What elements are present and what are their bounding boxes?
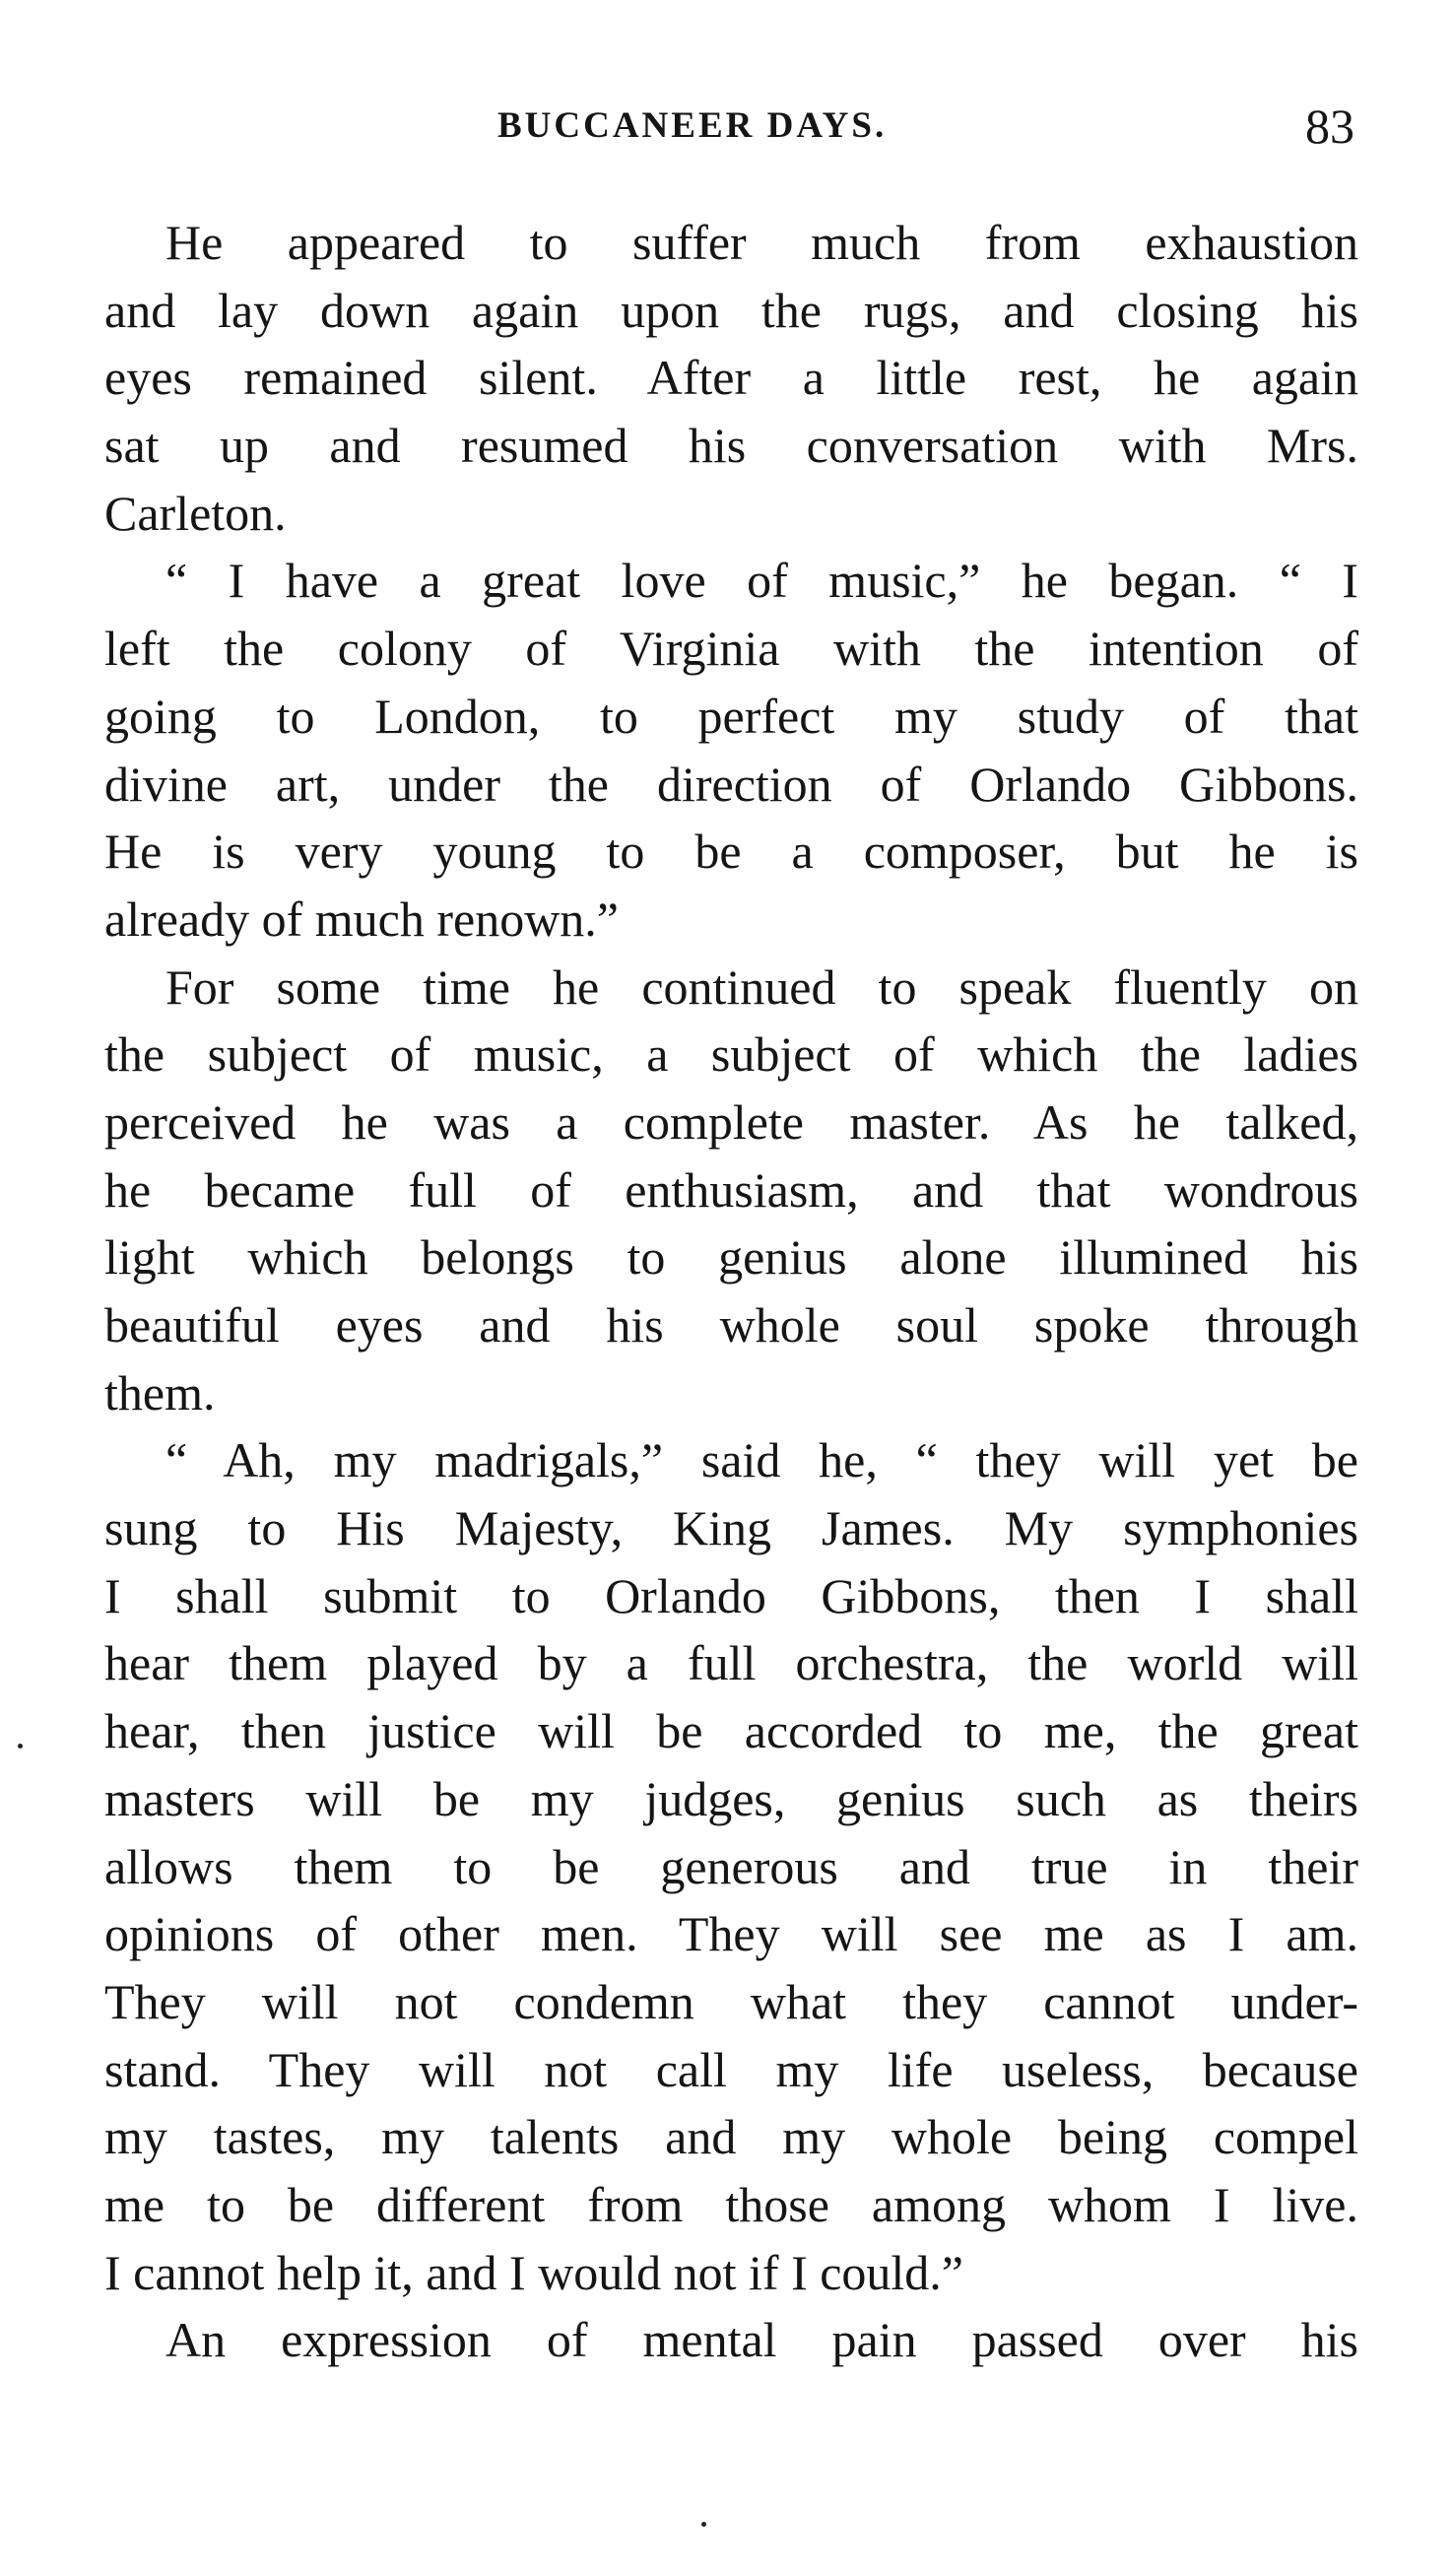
text-line: hear, then justice will be accorded to me, the great	[104, 1703, 1358, 1759]
text-line: He appeared to suffer much from exhaustion	[165, 215, 1358, 270]
page-number: 83	[1305, 99, 1354, 154]
text-line: He is very young to be a composer, but he is	[104, 824, 1358, 880]
text-line: he became full of enthusiasm, and that wondrous	[104, 1161, 1358, 1218]
text-line: the subject of music, a subject of which the ladies	[104, 1026, 1358, 1083]
text-line: going to London, to perfect my study of that	[104, 688, 1358, 744]
text-line: left the colony of Virginia with the intention of	[104, 621, 1358, 677]
text-line: me to be different from those among whom I live.	[104, 2176, 1358, 2232]
text-line: opinions of other men. They will see me as I am.	[104, 1906, 1358, 1962]
text-line: “ I have a great love of music,” he began. “ I	[165, 553, 1358, 609]
text-line: I cannot help it, and I would not if I could.”	[104, 2244, 963, 2300]
text-line: For some time he continued to speak fluently on	[165, 958, 1358, 1015]
text-line: eyes remained silent. After a little rest, he again	[104, 350, 1358, 406]
text-line: allows them to be generous and true in their	[104, 1838, 1358, 1894]
text-line: divine art, under the direction of Orlando Gibbons.	[104, 756, 1358, 812]
text-line: sat up and resumed his conversation with Mrs.	[104, 418, 1358, 474]
running-title: BUCCANEER DAYS.	[497, 105, 888, 146]
running-head	[0, 97, 1453, 156]
scan-speck	[701, 2522, 706, 2527]
scan-speck	[18, 1744, 23, 1749]
text-line: An expression of mental pain passed over his	[165, 2312, 1358, 2368]
body-text	[104, 209, 1358, 2374]
text-line: stand. They will not call my life useless, because	[104, 2041, 1358, 2097]
text-line: and lay down again upon the rugs, and closing his	[104, 282, 1358, 338]
text-line: masters will be my judges, genius such as theirs	[104, 1770, 1358, 1826]
text-line: my tastes, my talents and my whole being compel	[104, 2109, 1358, 2165]
text-line: sung to His Majesty, King James. My symphonies	[104, 1500, 1358, 1556]
text-line: beautiful eyes and his whole soul spoke through	[104, 1297, 1358, 1353]
text-line: them.	[104, 1364, 216, 1420]
text-line: already of much renown.”	[104, 891, 619, 947]
text-line: Carleton.	[104, 485, 287, 541]
text-line: hear them played by a full orchestra, the world will	[104, 1635, 1358, 1691]
text-line: perceived he was a complete master. As he talked,	[104, 1093, 1358, 1150]
text-line: I shall submit to Orlando Gibbons, then I shall	[104, 1567, 1358, 1623]
text-line: They will not condemn what they cannot under-	[104, 1973, 1358, 2029]
text-line: “ Ah, my madrigals,” said he, “ they will yet be	[165, 1432, 1358, 1488]
text-line: light which belongs to genius alone illumined his	[104, 1229, 1358, 1286]
